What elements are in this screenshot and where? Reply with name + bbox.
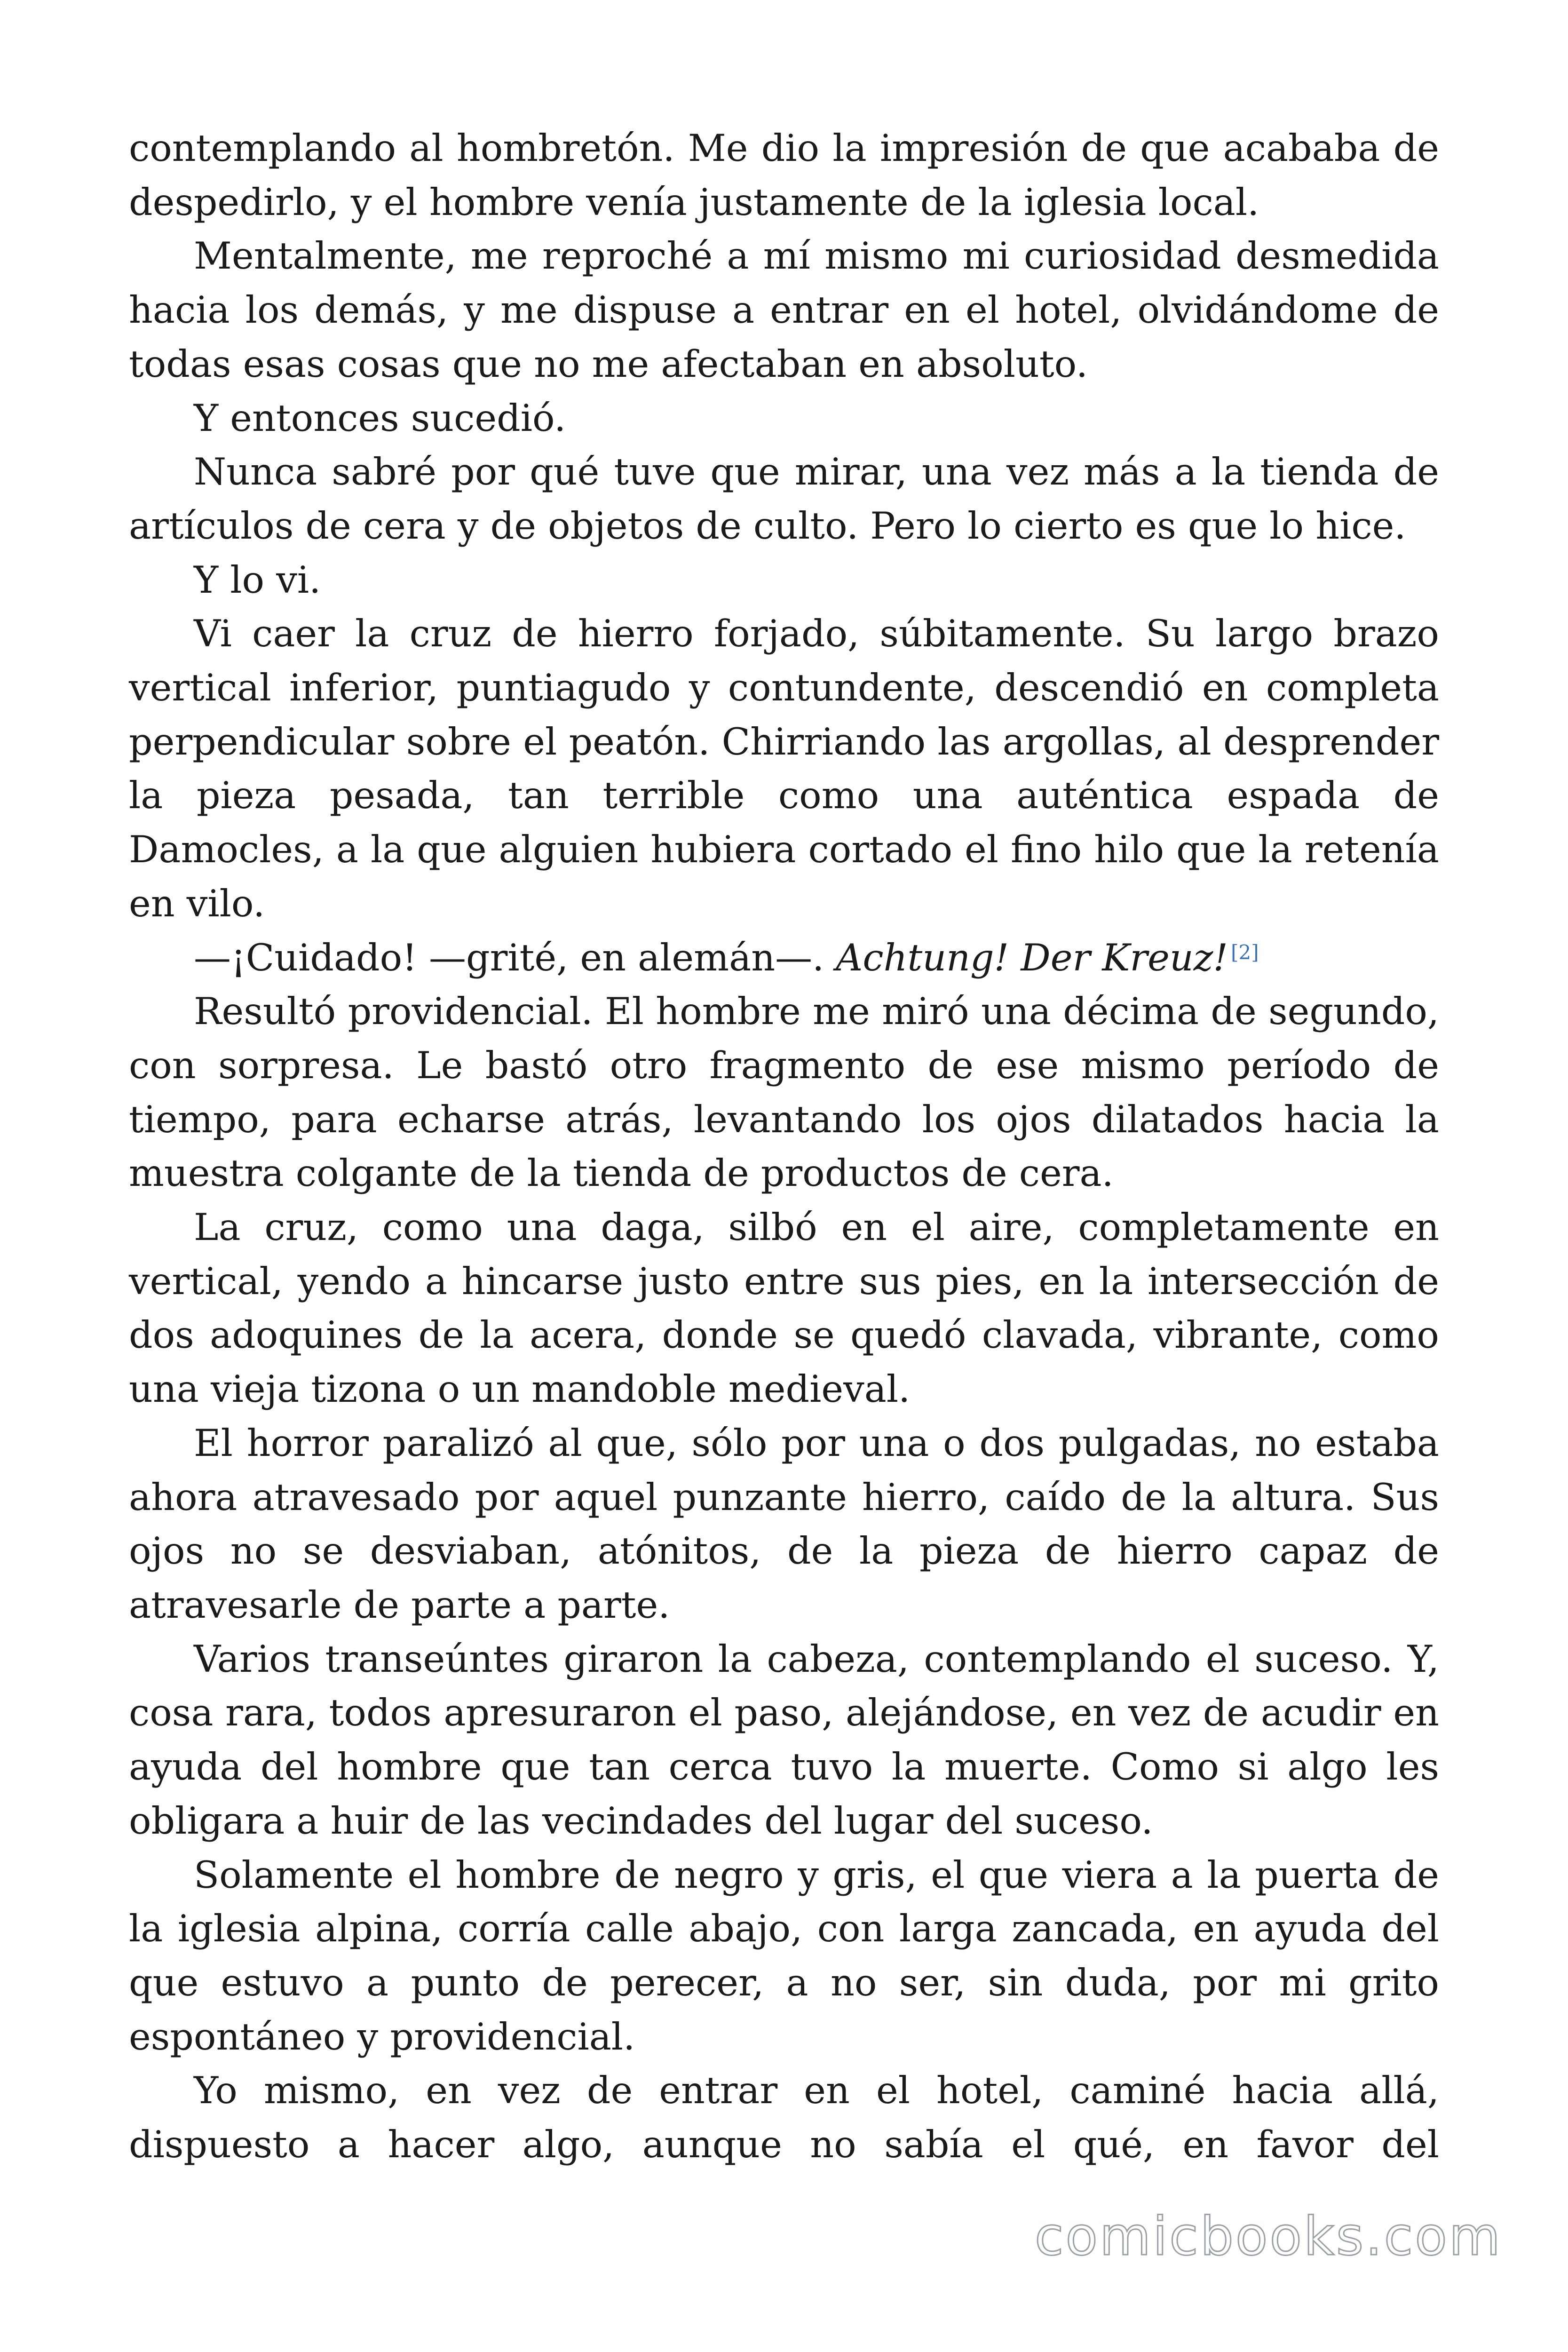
paragraph: Vi caer la cruz de hierro forjado, súbitamente. Su largo brazo vertical inferior, puntiagudo y contundente, descendió en completa perpendicular sobre el peatón. Chirriando las argollas, al desprender la pieza pesada, tan terrible como una auténtica espada de Damocles, a la que alguien hubiera cortado el fino hilo que la retenía en vilo.	[129, 612, 1439, 925]
paragraph: Nunca sabré por qué tuve que mirar, una vez más a la tienda de artículos de cera y de objetos de culto. Pero lo cierto es que lo hice.	[129, 450, 1439, 548]
paragraph: Solamente el hombre de negro y gris, el que viera a la puerta de la iglesia alpina, corría calle abajo, con larga zancada, en ayuda del que estuvo a punto de perecer, a no ser, sin duda, por mi grito espontáneo y providencial.	[129, 1853, 1439, 2058]
watermark: comicbooks.com	[1034, 2206, 1502, 2267]
paragraph: Y lo vi.	[194, 558, 321, 602]
footnote-link[interactable]: [2]	[1231, 940, 1259, 964]
dialogue-italic-text: Achtung! Der Kreuz!	[836, 936, 1228, 979]
dialogue-text: —¡Cuidado! —grité, en alemán—.	[194, 936, 836, 979]
paragraph: Resultó providencial. El hombre me miró una décima de segundo, con sorpresa. Le bastó otro fragmento de ese mismo período de tiempo, para echarse atrás, levantando los ojos dilatados hacia la muestra colgante de la tienda de productos de cera.	[129, 990, 1439, 1195]
paragraph: Y entonces sucedió.	[194, 396, 566, 440]
paragraph-last: Yo mismo, en vez de entrar en el hotel, caminé hacia allá, dispuesto a hacer algo, aunque no sabía el qué, en favor del	[129, 2069, 1439, 2167]
paragraph: Varios transeúntes giraron la cabeza, contemplando el suceso. Y, cosa rara, todos apresuraron el paso, alejándose, en vez de acudir en ayuda del hombre que tan cerca tuvo la muerte. Como si algo les obligara a huir de las vecindades del lugar del suceso.	[129, 1637, 1439, 1843]
dialogue-paragraph	[129, 931, 1439, 985]
paragraph: Mentalmente, me reproché a mí mismo mi curiosidad desmedida hacia los demás, y me dispuse a entrar en el hotel, olvidándome de todas esas cosas que no me afectaban en absoluto.	[129, 234, 1439, 386]
paragraph: La cruz, como una daga, silbó en el aire, completamente en vertical, yendo a hincarse justo entre sus pies, en la intersección de dos adoquines de la acera, donde se quedó clavada, vibrante, como una vieja tizona o un mandoble medieval.	[129, 1206, 1439, 1411]
paragraph: El horror paralizó al que, sólo por una o dos pulgadas, no estaba ahora atravesado por aquel punzante hierro, caído de la altura. Sus ojos no se desviaban, atónitos, de la pieza de hierro capaz de atravesarle de parte a parte.	[129, 1421, 1439, 1627]
paragraph: contemplando al hombretón. Me dio la impresión de que acababa de despedirlo, y el hombre venía justamente de la iglesia local.	[129, 127, 1439, 224]
page-body	[129, 121, 1439, 2172]
